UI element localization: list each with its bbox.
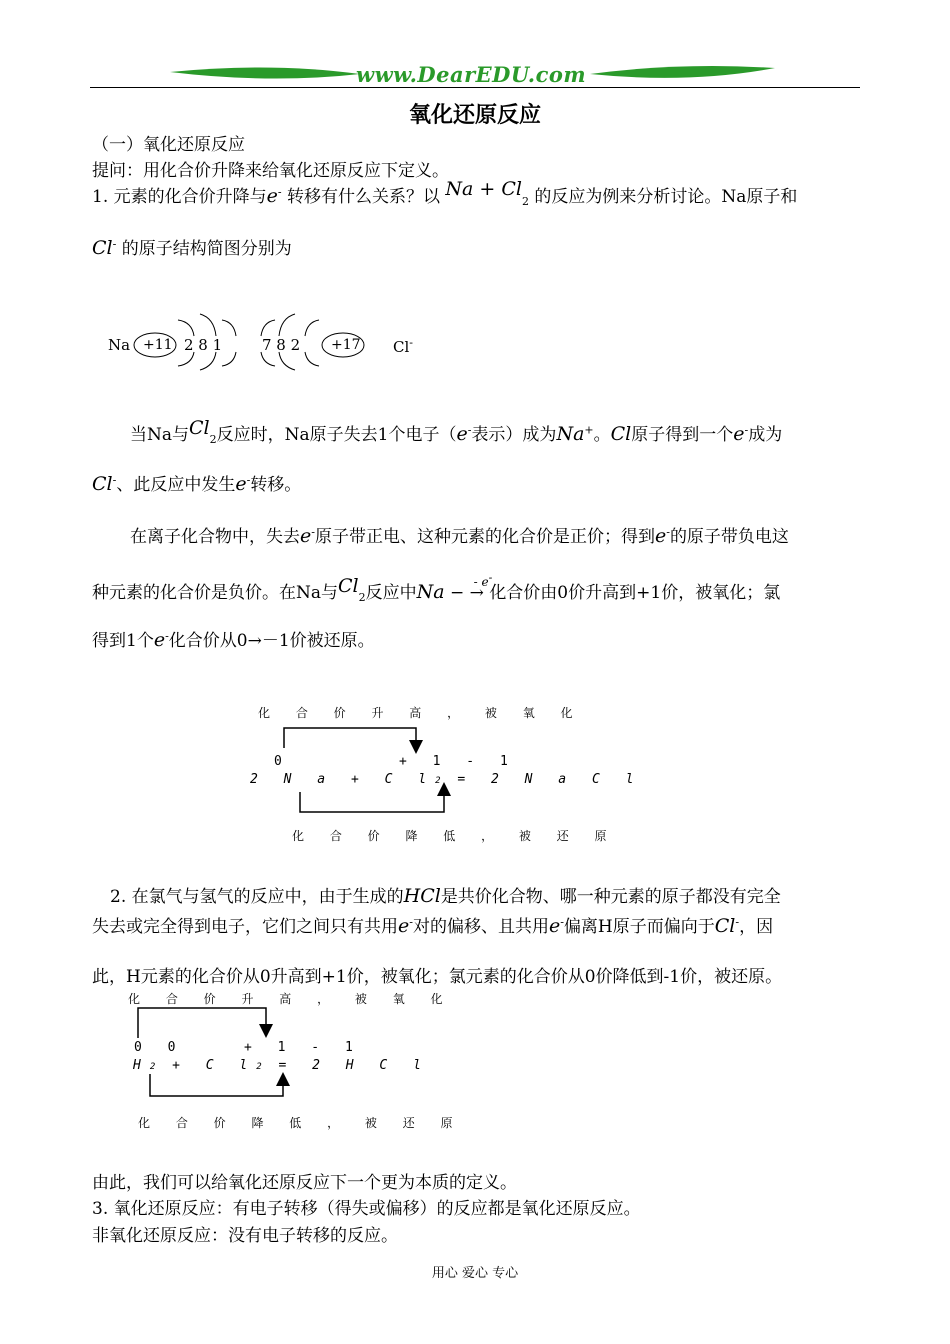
question-text: 提问：用化合价升降来给氧化还原反应下定义。: [92, 161, 449, 181]
header-brand: www.DearEDU.com: [356, 62, 587, 87]
diagram-2-charges: + 1 - 1: [244, 1040, 362, 1055]
section-heading: （一）氧化还原反应: [92, 135, 245, 155]
diagram-1-equation: 2 N a + C l2 = 2 N a C l: [250, 772, 643, 787]
cl-label: Cl-: [393, 336, 413, 356]
paragraph-3-line-1: 在离子化合物中，失去e-原子带正电、这种元素的化合价是正价；得到e-的原子带负电这: [130, 525, 789, 547]
diagram-2-reduced-label: 化 合 价 降 低 ， 被 还 原: [138, 1116, 464, 1130]
paragraph-4-line-3: 此，H元素的化合价从0升高到+1价，被氧化；氯元素的化合价从0价降低到-1价，被还原。: [92, 967, 783, 987]
header-rule: [90, 87, 860, 88]
cl-nucleus-charge: +17: [331, 337, 361, 353]
diagram-1-arrows: [270, 720, 470, 820]
page-title: 氧化还原反应: [408, 103, 541, 128]
diagram-1-oxidized-label: 化 合 价 升 高 ， 被 氧 化: [258, 706, 584, 720]
na-nucleus-charge: +11: [143, 337, 173, 353]
paragraph-3-line-2: 种元素的化合价是负价。在Na与$Cl_2$反应中Na − - e- → 化合价由0价升高到+1价，被氧化；氯: [92, 571, 781, 604]
na-shell-arcs: [170, 308, 250, 378]
paragraph-4-line-2: 失去或完全得到电子，它们之间只有共用e-对的偏移、且共用e-偏离H原子而偏向于Cl-，因: [92, 915, 774, 937]
na-shells: 2 8 1: [184, 336, 223, 354]
na-label: Na: [108, 336, 131, 354]
paragraph-3-line-3: 得到1个e-化合价从0→－1价被还原。: [92, 629, 375, 651]
paragraph-4-line-1: 2. 在氯气与氢气的反应中，由于生成的HCl是共价化合物、哪一种元素的原子都没有完全: [110, 885, 781, 907]
definition-non-redox: 非氧化还原反应：没有电子转移的反应。: [92, 1226, 398, 1246]
diagram-2-equation: H2 + C l2 = 2 H C l: [133, 1058, 430, 1073]
paragraph-1-line-2: Cl- 的原子结构简图分别为: [92, 237, 292, 259]
cl-shells: 7 8 2: [262, 336, 301, 354]
diagram-2-zeros: 0 0: [134, 1040, 185, 1055]
diagram-1-zero: 0: [274, 754, 291, 769]
diagram-2-oxidized-label: 化 合 价 升 高 ， 被 氧 化: [128, 992, 454, 1006]
paragraph-2-line-1: 当Na与$Cl_2$反应时，Na原子失去1个电子（e-表示）成为Na+。Cl原子得到一个e-成为: [130, 417, 783, 446]
definition-redox: 3. 氧化还原反应：有电子转移（得失或偏移）的反应都是氧化还原反应。: [92, 1199, 641, 1219]
page-footer: 用心 爱心 专心: [431, 1266, 519, 1281]
paragraph-2-line-2: Cl-、此反应中发生e-转移。: [92, 473, 302, 495]
cl-shell-arcs: [255, 308, 325, 378]
conclusion-text: 由此，我们可以给氧化还原反应下一个更为本质的定义。: [92, 1173, 517, 1193]
diagram-1-charges: + 1 - 1: [399, 754, 517, 769]
paragraph-1-line-1: 1. 元素的化合价升降与e- 转移有什么关系？以 $Na + Cl_2$ 的反应为例来分析讨论。Na原子和: [92, 178, 798, 208]
diagram-1-reduced-label: 化 合 价 降 低 ， 被 还 原: [292, 829, 618, 843]
